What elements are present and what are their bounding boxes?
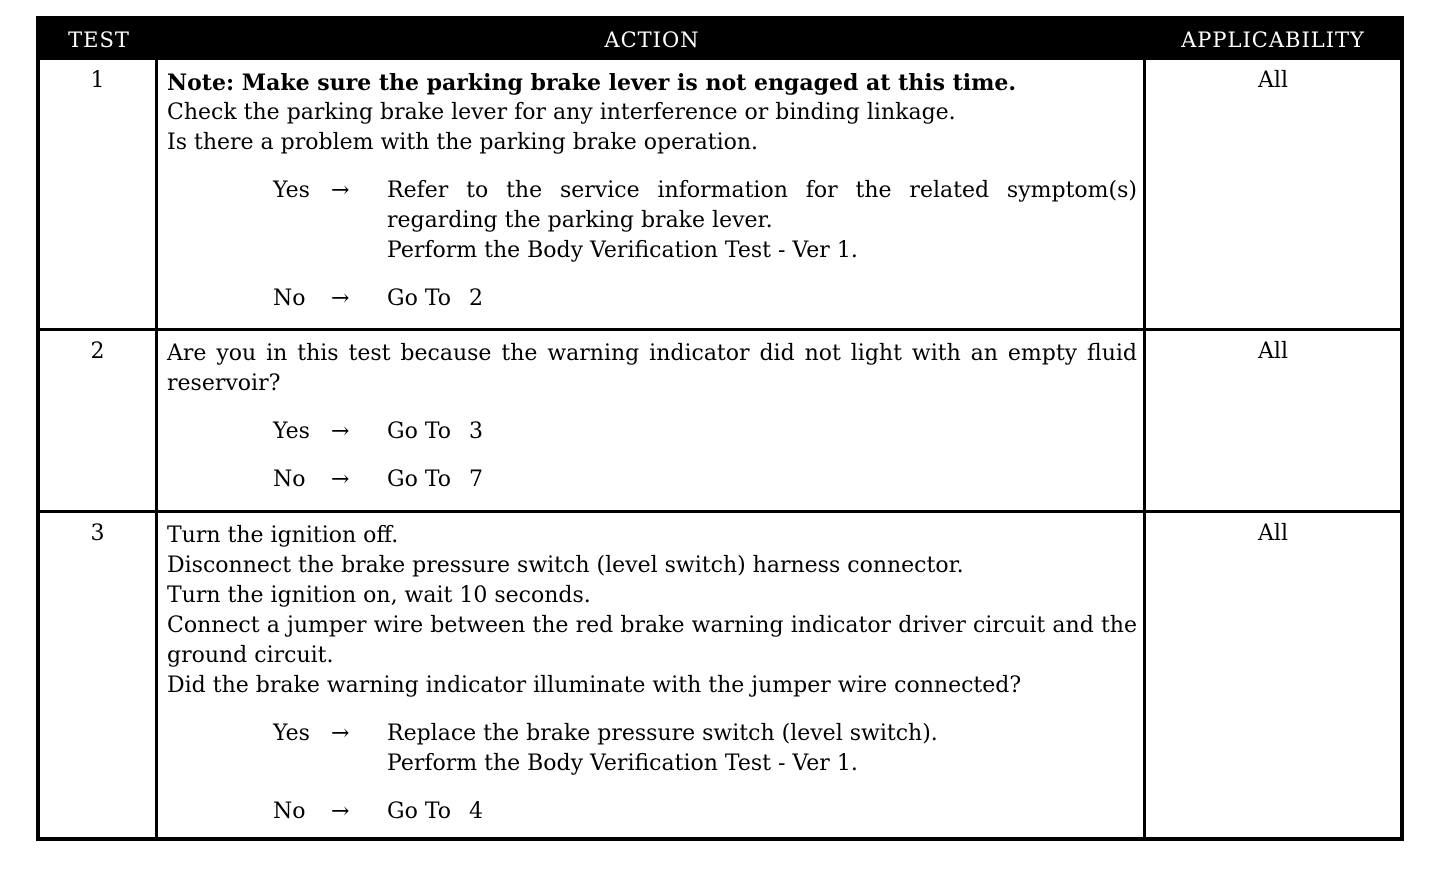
action-line: Is there a problem with the parking brake operation. xyxy=(167,130,759,155)
action-cell xyxy=(158,331,1146,510)
diagnostic-table xyxy=(36,16,1404,841)
no-label: No xyxy=(273,799,306,824)
action-cell xyxy=(158,513,1146,837)
arrow-icon: → xyxy=(331,419,350,444)
action-line: Turn the ignition on, wait 10 seconds. xyxy=(167,583,591,608)
goto-target: 4 xyxy=(469,799,484,824)
goto-target: 3 xyxy=(469,419,484,444)
yes-text-line: Perform the Body Verification Test - Ver 1. xyxy=(387,751,858,776)
arrow-icon: → xyxy=(331,799,350,824)
test-number: 3 xyxy=(40,513,158,837)
action-line: Turn the ignition off. xyxy=(167,523,399,548)
yes-answer xyxy=(273,719,1137,779)
yes-text xyxy=(387,719,1137,779)
no-goto xyxy=(387,797,1137,827)
no-answer xyxy=(273,465,1137,495)
goto-text: Go To xyxy=(387,467,452,492)
table-row xyxy=(40,510,1400,837)
applicability-cell: All xyxy=(1258,339,1288,364)
yes-text-line: Perform the Body Verification Test - Ver 1. xyxy=(387,238,858,263)
no-goto xyxy=(387,465,1137,495)
table-row xyxy=(40,60,1400,328)
header-action: ACTION xyxy=(604,28,700,52)
arrow-icon: → xyxy=(331,721,350,746)
yes-label: Yes xyxy=(273,419,310,444)
arrow-icon: → xyxy=(331,178,350,203)
yes-label: Yes xyxy=(273,721,310,746)
arrow-icon: → xyxy=(331,467,350,492)
yes-text-line: Refer to the service information for the related symptom(s) regarding the parking brake lever. xyxy=(387,178,1137,233)
action-line: Check the parking brake lever for any interference or binding linkage. xyxy=(167,100,956,125)
yes-label: Yes xyxy=(273,178,310,203)
no-label: No xyxy=(273,286,306,311)
yes-goto xyxy=(387,417,1137,447)
applicability-cell: All xyxy=(1258,521,1288,546)
table-row xyxy=(40,328,1400,510)
header-applicability: APPLICABILITY xyxy=(1181,28,1365,52)
goto-text: Go To xyxy=(387,419,452,444)
no-label: No xyxy=(273,467,306,492)
yes-text-line: Replace the brake pressure switch (level switch). xyxy=(387,721,938,746)
action-line: Disconnect the brake pressure switch (level switch) harness connector. xyxy=(167,553,964,578)
action-line: Are you in this test because the warning indicator did not light with an empty fluid reservoir? xyxy=(167,341,1137,396)
goto-target: 2 xyxy=(469,286,484,311)
yes-answer xyxy=(273,176,1137,266)
action-cell xyxy=(158,60,1146,328)
yes-answer xyxy=(273,417,1137,447)
table-header xyxy=(40,20,1400,60)
no-goto xyxy=(387,284,1137,314)
goto-text: Go To xyxy=(387,286,452,311)
yes-text xyxy=(387,176,1137,266)
header-test: TEST xyxy=(68,28,130,52)
action-line: Did the brake warning indicator illuminate with the jumper wire connected? xyxy=(167,673,1022,698)
no-answer xyxy=(273,797,1137,827)
action-line: Connect a jumper wire between the red brake warning indicator driver circuit and the ground circuit. xyxy=(167,613,1137,668)
note-text: Note: Make sure the parking brake lever is not engaged at this time. xyxy=(167,70,1017,96)
no-answer xyxy=(273,284,1137,314)
goto-target: 7 xyxy=(469,467,484,492)
test-number: 1 xyxy=(40,60,158,328)
goto-text: Go To xyxy=(387,799,452,824)
test-number: 2 xyxy=(40,331,158,510)
applicability-cell: All xyxy=(1258,68,1288,93)
arrow-icon: → xyxy=(331,286,350,311)
